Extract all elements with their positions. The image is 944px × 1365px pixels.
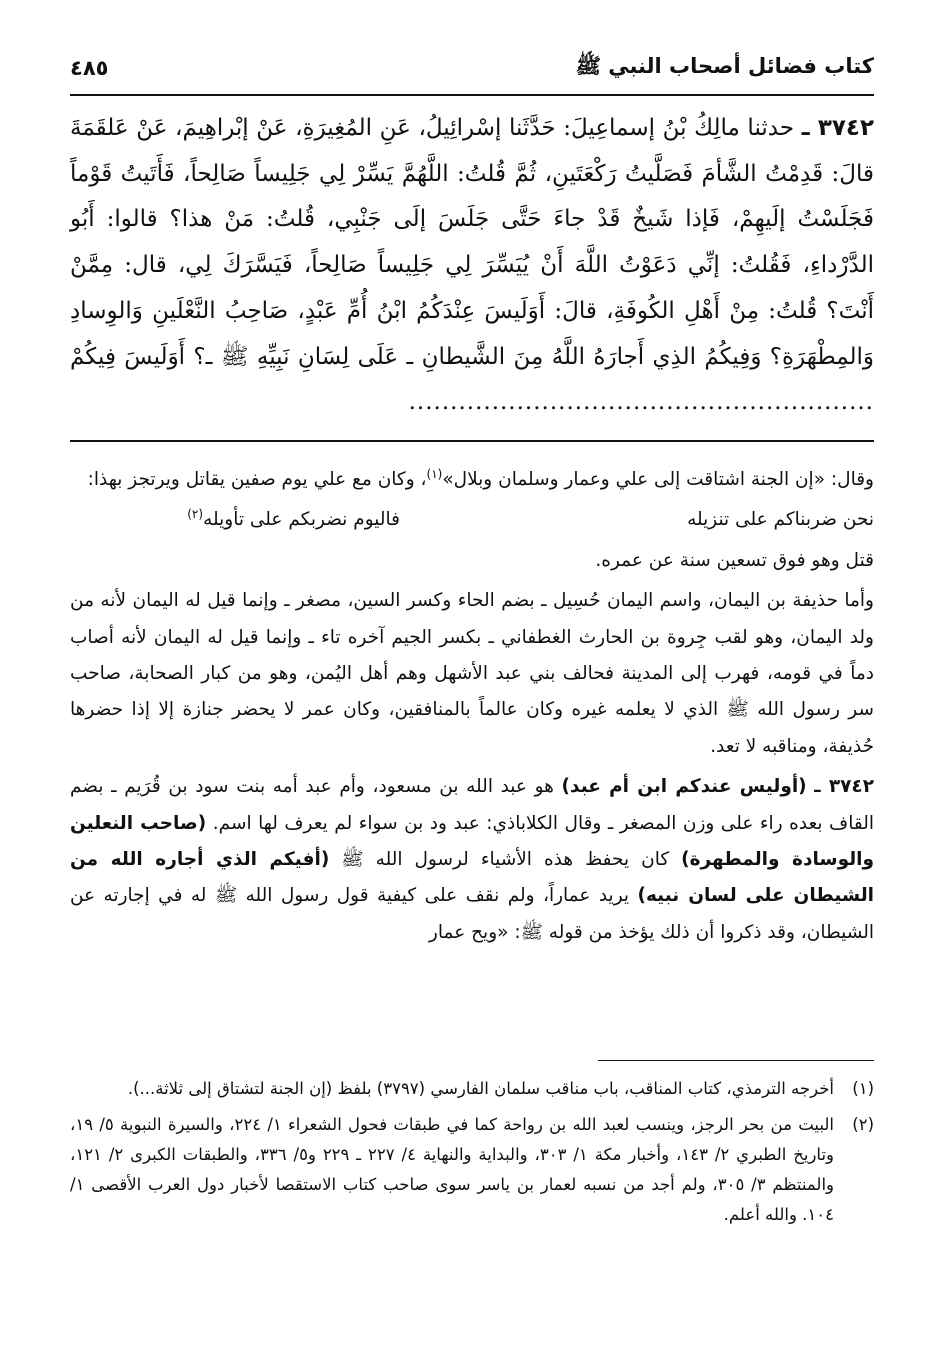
page-header [70, 46, 874, 90]
hadith-number: ٣٧٤٢ ـ [801, 115, 874, 141]
commentary-paragraph-2: قتل وهو فوق تسعين سنة عن عمره. [595, 549, 874, 571]
continuation-dots: ........................................................ [408, 389, 874, 416]
hadith-body: حدثنا مالِكُ بْنُ إسماعِيلَ: حَدَّثَنا إسْرائِيلُ، عَنِ المُغِيرَةِ، عَنْ إبْراهِيمَ، عَنْ عَلقَمَةَ قالَ: قَدِمْتُ الشَّأمَ فَصَلَّيتُ رَكْعَتَينِ، ثُمَّ قُلتُ: اللَّهُمَّ يَسِّرْ لِي جَلِيساً صَالِحاً، فَأَتَيتُ قَوْماً فَجَلَسْتُ إلَيهِمْ، فَإذا شَيخٌ قَدْ جاءَ حَتَّى جَلَسَ إلَى جَنْبِي، قُلتُ: مَنْ هذا؟ قالوا: أَبُو الدَّرْداءِ، فَقُلتُ: إنِّي دَعَوْتُ اللَّهَ أَنْ يُيَسِّرَ لِي جَلِيساً صَالِحاً، فَيَسَّرَكَ لِي، قال: مِمَّنْ أَنْتَ؟ قُلتُ: مِنْ أَهْلِ الكُوفَةِ، قالَ: أَوَلَيسَ عِنْدَكُمُ ابْنُ أُمِّ عَبْدٍ، صَاحِبُ النَّعْلَينِ وَالوِسادِ وَالمِطْهَرَةِ؟ وَفِيكُمُ الذِي أَجارَهُ اللَّهُ مِنَ الشَّيطانِ ـ عَلَى لِسَانِ نَبِيِّهِ ﷺ ـ؟ أَوَلَيسَ فِيكُمْ [70, 115, 874, 370]
footnote-item [70, 1110, 874, 1230]
footnotes-block [70, 1074, 874, 1236]
footnote-text: البيت من بحر الرجز، وينسب لعبد الله بن رواحة كما في طبقات فحول الشعراء ١/ ٢٢٤، والسيرة النبوية ٥/ ١٩، وتاريخ الطبري ٢/ ١٤٣، وأخبار مكة ١/ ٣٠٣، والبداية والنهاية ٤/ ٢٢٧ ـ ٢٢٩ و٥/ ٣٣٦، والطبقات الكبرى ٢/ ١٢١، والمنتظم ٣/ ٣٠٥، ولم أجد من نسبه لعمار بن ياسر سوى صاحب كتاب الاستقصا لأخبار دول العرب الأقصى ١/ ١٠٤. والله أعلم. [70, 1115, 835, 1224]
hadith-text-block [70, 106, 874, 426]
poem-verse [70, 502, 874, 538]
commentary-hadith-number: ٣٧٤٢ ـ [814, 776, 874, 798]
commentary-paragraph-4: ٣٧٤٢ ـ (أوليس عندكم ابن أم عبد) هو عبد الله بن مسعود، وأم عبد أمه بنت سود بن قُرَيم ـ بضم القاف بعده راء على وزن المصغر ـ وقال الكلاباذي: عبد ود بن سواء لم يعرف لها اسم. (صاحب النعلين والوسادة والمطهرة) كان يحفظ هذه الأشياء لرسول الله ﷺ (أفيكم الذي أجاره الله من الشيطان على لسان نبيه) يريد عماراً، ولم نقف على كيفية قول رسول الله ﷺ له في إجارته عن الشيطان، وقد ذكروا أن ذلك يؤخذ من قوله ﷺ: «ويح عمار [70, 776, 874, 943]
quoted-phrase-2: (صاحب النعلين والوسادة والمطهرة) [70, 812, 874, 871]
footnote-ref-2: (٢) [187, 507, 204, 522]
quoted-phrase-3: (أفيكم الذي أجاره الله من الشيطان على لسان نبيه) [70, 849, 874, 907]
footnote-number: (١) [852, 1079, 874, 1098]
commentary-paragraph-1: وقال: «إن الجنة اشتاقت إلى علي وعمار وسلمان وبلال»$^{(١)}$، وكان مع علي يوم صفين يقاتل ويرتجز بهذا: [87, 466, 874, 490]
footnote-divider [598, 1060, 874, 1061]
quoted-phrase-1: (أوليس عندكم ابن أم عبد) [561, 776, 807, 798]
commentary-paragraph-3: وأما حذيفة بن اليمان، واسم اليمان حُسِيل ـ بضم الحاء وكسر السين، مصغر ـ وإنما قيل له اليمان لأنه من ولد اليمان، وهو لقب جِروة بن الحارث الغطفاني ـ بكسر الجيم آخره تاء ـ وإنما قيل له اليمان لأنه أصاب دماً في قومه، فهرب إلى المدينة فحالف بني عبد الأشهل وهم أهل اليُمن، وهو من كبار الصحابة، صاحب سر رسول الله ﷺ الذي لا يعلمه غيره وكان عالماً بالمنافقين، وكان عمر لا يحضر جنازة إلا إذا حضرها حُذيفة، ومناقبه لا تعد. [70, 590, 874, 757]
book-title: كتاب فضائل أصحاب النبي ﷺ [575, 53, 874, 78]
footnote-number: (٢) [852, 1115, 874, 1134]
header-divider [70, 94, 874, 96]
poem-hemistich-2: فاليوم نضربكم على تأويله$^{(٢)}$ [187, 507, 400, 531]
hadith-paragraph [70, 106, 874, 426]
footnote-ref-1: (١) [426, 466, 443, 481]
footnote-item [70, 1074, 874, 1104]
poem-hemistich-1: نحن ضربناكم على تنزيله [687, 509, 874, 531]
footnote-text: أخرجه الترمذي، كتاب المناقب، باب مناقب سلمان الفارسي (٣٧٩٧) بلفظ (إن الجنة لتشتاق إلى ثلاثة...). [127, 1079, 834, 1098]
commentary-block [70, 462, 874, 951]
section-divider [70, 440, 874, 442]
page-number: ٤٨٥ [70, 56, 109, 80]
